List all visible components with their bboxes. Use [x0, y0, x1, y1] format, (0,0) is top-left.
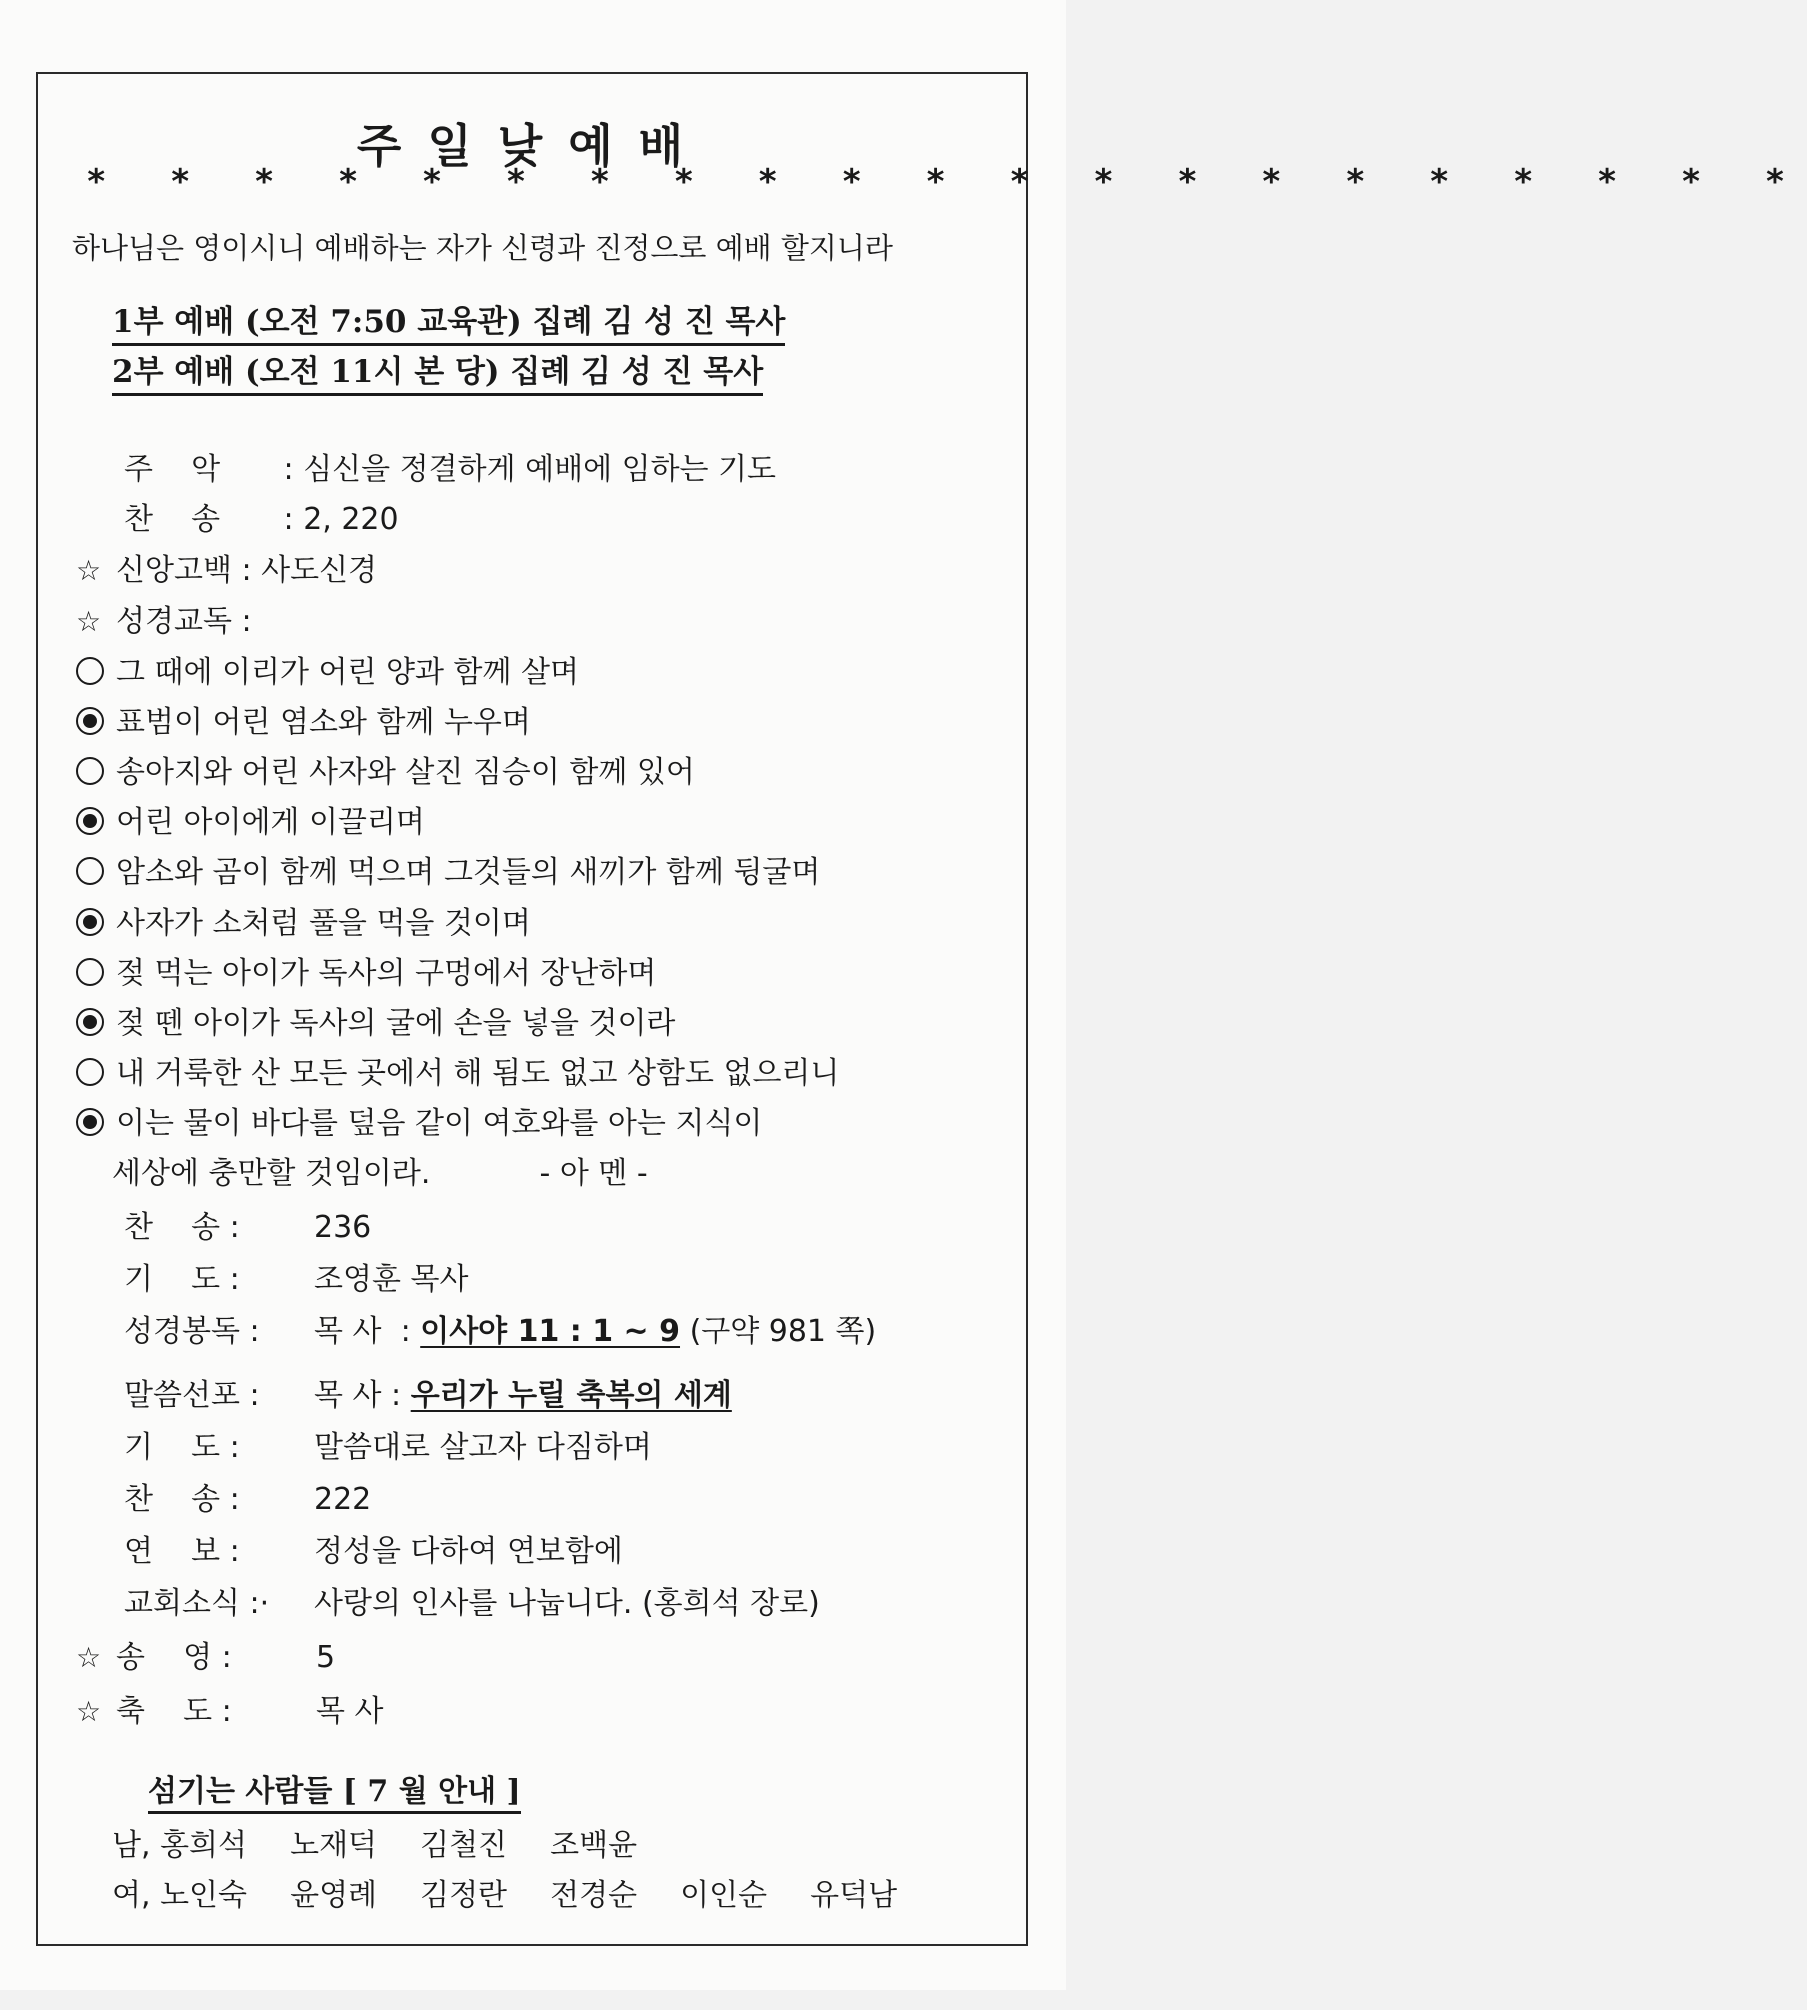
star-divider: * * * * * * * * * * * * * * * * * * * * * [86, 162, 1807, 202]
amen-text: - 아 멘 - [539, 1156, 648, 1191]
reading-line: 젖 뗀 아이가 독사의 굴에 손을 넣을 것이라 [76, 998, 675, 1042]
order-label: 말씀선포 : [124, 1378, 260, 1413]
order-offering [124, 1526, 623, 1570]
order-doxology [76, 1632, 335, 1676]
reading-line: 어린 아이에게 이끌리며 [76, 797, 425, 841]
order-value: 236 [314, 1210, 372, 1245]
order-label: 찬 송 : [124, 1210, 240, 1245]
open-circle-icon [76, 757, 104, 785]
order-label: 축 도 : [116, 1694, 232, 1729]
reading-line: 사자가 소처럼 풀을 먹을 것이며 [76, 898, 531, 942]
open-circle-icon [76, 1058, 104, 1086]
order-hymn-opening: 찬 송 : 2, 220 [124, 494, 399, 538]
star-icon: ☆ [76, 1641, 102, 1674]
star-icon: ☆ [76, 554, 102, 587]
filled-circle-icon [76, 807, 104, 835]
order-value: 사랑의 인사를 나눕니다. (홍희석 장로) [314, 1586, 820, 1621]
order-value: 목 사 [316, 1694, 384, 1729]
order-reading-heading [76, 596, 252, 640]
order-label: 교회소식 :· [124, 1586, 270, 1621]
reading-line: 젖 먹는 아이가 독사의 구멍에서 장난하며 [76, 948, 656, 992]
scripture-page: (구약 981 쪽) [689, 1314, 877, 1349]
order-label: 찬 송 [124, 502, 221, 537]
order-label: 성경교독 : [116, 604, 252, 639]
order-value: 5 [316, 1640, 336, 1675]
reading-line: 표범이 어린 염소와 함께 누우며 [76, 697, 531, 741]
order-value: 정성을 다하여 연보함에 [314, 1534, 623, 1569]
reading-line: 내 거룩한 산 모든 곳에서 해 됨도 없고 상함도 없으리니 [76, 1048, 839, 1092]
order-value: 222 [314, 1482, 372, 1517]
reading-line: 송아지와 어린 사자와 살진 짐승이 함께 있어 [76, 747, 695, 791]
filled-circle-icon [76, 1008, 104, 1036]
order-label: 기 도 : [124, 1262, 240, 1297]
order-benediction [76, 1686, 384, 1730]
open-circle-icon [76, 857, 104, 885]
open-circle-icon [76, 958, 104, 986]
open-circle-icon [76, 657, 104, 685]
order-label: 주 악 [124, 452, 221, 487]
order-sermon: 말씀선포 : 목 사 : 우리가 누릴 축복의 세계 [124, 1370, 732, 1414]
order-value: 심신을 정결하게 예배에 임하는 기도 [303, 452, 777, 487]
order-hymn-3 [124, 1474, 371, 1518]
service-1-info: 1부 예배 (오전 7:50 교육관) 집례 김 성 진 목사 [112, 296, 785, 346]
reading-line: 암소와 곰이 함께 먹으며 그것들의 새끼가 함께 뒹굴며 [76, 847, 820, 891]
order-prayer [124, 1254, 468, 1298]
filled-circle-icon [76, 1108, 104, 1136]
sermon-title: 우리가 누릴 축복의 세계 [410, 1378, 732, 1413]
servers-men: 남, 홍희석 노재덕 김철진 조백윤 [112, 1828, 638, 1863]
reading-continuation: 세상에 충만할 것임이라. - 아 멘 - [112, 1156, 648, 1191]
order-value: 사도신경 [261, 553, 378, 588]
servers-women: 여, 노인숙 윤영례 김정란 전경순 이인순 유덕남 [112, 1878, 898, 1913]
order-prelude: 주 악 : 심신을 정결하게 예배에 임하는 기도 [124, 444, 776, 488]
order-label: 송 영 : [116, 1640, 232, 1675]
filled-circle-icon [76, 707, 104, 735]
order-label: 성경봉독 : [124, 1314, 260, 1349]
page-title: 주일낮예배 [356, 119, 710, 173]
reading-line: 그 때에 이리가 어린 양과 함께 살며 [76, 647, 579, 691]
servers-heading: 섬기는 사람들 [ 7 월 안내 ] [148, 1766, 521, 1814]
order-label: 연 보 : [124, 1534, 240, 1569]
scripture-reference: 이사야 11 : 1 ~ 9 [420, 1314, 681, 1349]
order-prayer-2 [124, 1422, 652, 1466]
filled-circle-icon [76, 908, 104, 936]
star-icon: ☆ [76, 1695, 102, 1728]
order-announcements [124, 1578, 820, 1622]
order-label: 찬 송 : [124, 1482, 240, 1517]
reading-line: 이는 물이 바다를 덮음 같이 여호와를 아는 지식이 [76, 1098, 762, 1142]
order-value: 조영훈 목사 [314, 1262, 469, 1297]
order-label: 신앙고백 [116, 553, 232, 588]
order-value: 말씀대로 살고자 다짐하며 [314, 1430, 652, 1465]
scripture-verse: 하나님은 영이시니 예배하는 자가 신령과 진정으로 예배 할지니라 [72, 231, 893, 265]
order-creed: ☆ 신앙고백 : 사도신경 [76, 553, 378, 588]
service-2-info: 2부 예배 (오전 11시 본 당) 집례 김 성 진 목사 [112, 346, 763, 396]
order-value: 2, 220 [303, 502, 399, 537]
order-scripture-reading: 성경봉독 : 목 사 : 이사야 11 : 1 ~ 9 (구약 981 쪽) [124, 1306, 876, 1350]
order-label: 기 도 : [124, 1430, 240, 1465]
order-hymn-2 [124, 1202, 371, 1246]
star-icon: ☆ [76, 605, 102, 638]
